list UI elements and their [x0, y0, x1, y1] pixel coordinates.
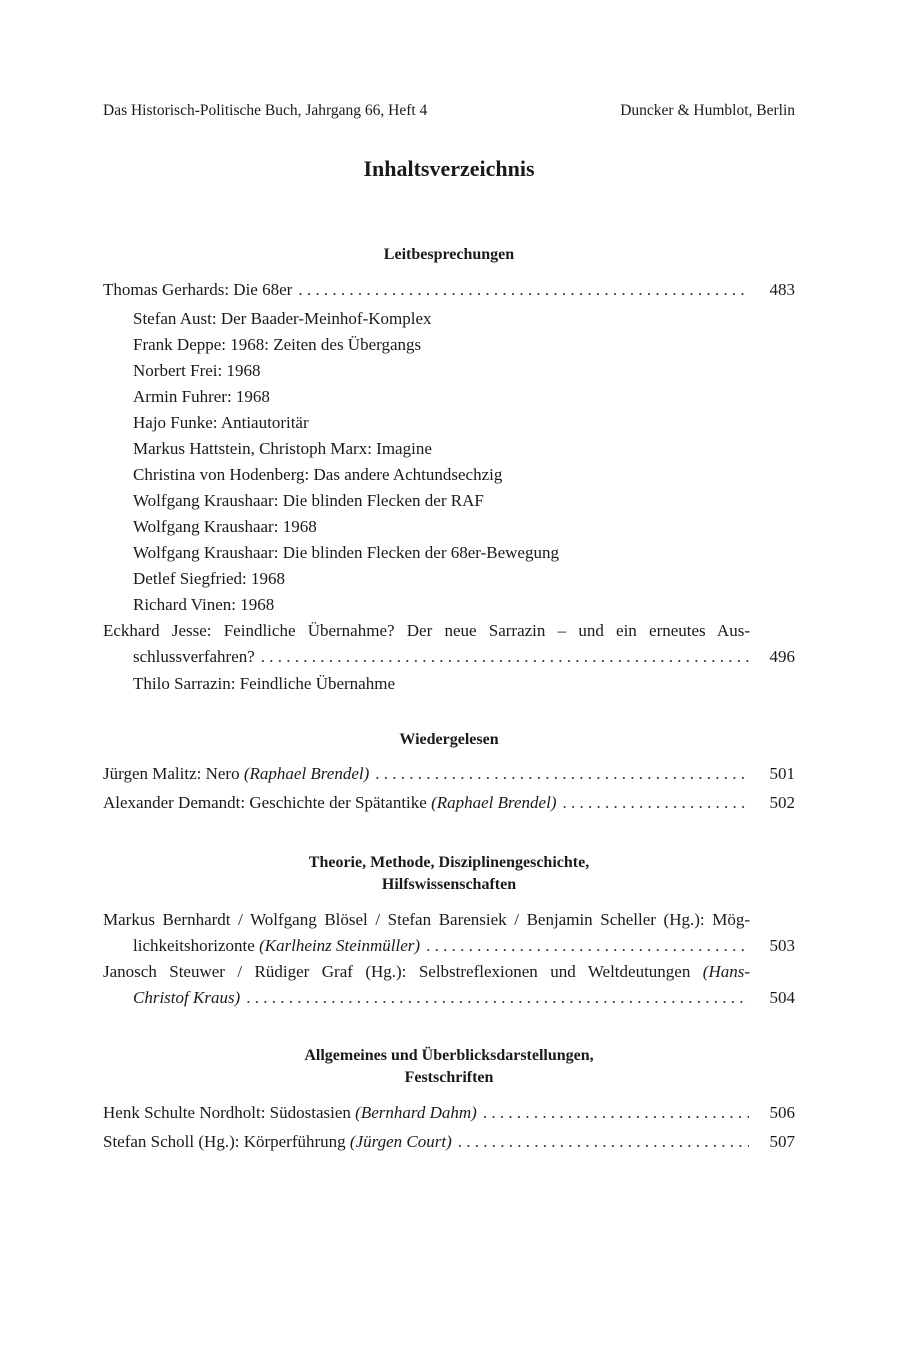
toc-entry	[103, 1129, 795, 1155]
toc-entry-line	[103, 761, 795, 787]
toc-entry	[103, 959, 795, 1011]
toc-entry	[103, 790, 795, 816]
section-heading-line: Allgemeines und Überblicksdarstellungen,	[304, 1047, 594, 1064]
toc-entry-line	[103, 959, 750, 985]
section-heading-leitbesprechungen: Leitbesprechungen	[383, 246, 515, 263]
page-number: 504	[769, 988, 795, 1007]
page-number: 506	[769, 1103, 795, 1122]
page-title: Inhaltsverzeichnis	[363, 156, 535, 181]
reviewed-book: Christina von Hodenberg: Das andere Achtundsechzig	[133, 465, 503, 484]
toc-entry-line	[103, 907, 750, 933]
reviewer-name: (Raphael Brendel)	[431, 793, 557, 812]
leader-dots	[426, 933, 749, 959]
leader-dots	[261, 644, 749, 670]
reviewer-name: (Karlheinz Steinmüller)	[259, 936, 421, 955]
reviewed-book: Markus Hattstein, Christoph Marx: Imagine	[133, 439, 432, 458]
entry-title-continued: lichkeitshorizonte	[133, 936, 255, 955]
toc-entry	[103, 761, 795, 787]
reviewed-book: Norbert Frei: 1968	[133, 361, 261, 380]
entry-title: Alexander Demandt: Geschichte der Spätantike	[103, 793, 427, 812]
page-number: 502	[769, 793, 795, 812]
reviewed-book: Wolfgang Kraushaar: Die blinden Flecken der 68er-Bewegung	[133, 543, 559, 562]
section-heading-allgemeines	[103, 1045, 795, 1089]
entry-title: Janosch Steuwer / Rüdiger Graf (Hg.): Selbstreflexionen und Weltdeutungen	[103, 962, 691, 981]
leader-dots	[483, 1100, 749, 1126]
leader-dots	[298, 277, 749, 303]
toc-entry-line	[103, 1129, 795, 1155]
reviewed-book: Stefan Aust: Der Baader-Meinhof-Komplex	[133, 309, 432, 328]
reviewer-name: (Jürgen Court)	[349, 1132, 452, 1151]
entry-title: Jürgen Malitz: Nero	[103, 764, 240, 783]
entry-title-continued: schlussverfahren?	[133, 647, 255, 666]
section-heading-theorie	[103, 852, 795, 896]
entry-title: Eckhard Jesse: Feindliche Übernahme? Der neue Sarrazin – und ein erneutes Aus-	[103, 621, 750, 640]
toc-entry-line	[103, 790, 795, 816]
section-heading-line: Festschriften	[404, 1069, 494, 1086]
reviewer-name: (Bernhard Dahm)	[355, 1103, 477, 1122]
toc-entry-line	[103, 618, 750, 644]
journal-title: Das Historisch-Politische Buch, Jahrgang 66, Heft 4	[103, 102, 428, 119]
toc-entry-line	[103, 277, 795, 303]
reviewer-name: (Raphael Brendel)	[243, 764, 370, 783]
toc-entry	[103, 907, 795, 959]
section-heading-line: Hilfswissenschaften	[381, 876, 517, 893]
reviewed-book: Hajo Funke: Antiautoritär	[133, 413, 309, 432]
reviewed-book: Richard Vinen: 1968	[133, 595, 275, 614]
reviewer-name: (Hans-	[702, 962, 751, 981]
running-head	[103, 101, 795, 121]
page-number: 507	[769, 1132, 795, 1151]
leader-dots	[246, 985, 749, 1011]
reviewed-book: Wolfgang Kraushaar: Die blinden Flecken der RAF	[133, 491, 484, 510]
reviewed-book: Frank Deppe: 1968: Zeiten des Übergangs	[133, 335, 422, 354]
leader-dots	[375, 761, 749, 787]
reviewed-book: Armin Fuhrer: 1968	[133, 387, 270, 406]
toc-entry-line	[103, 1100, 795, 1126]
entry-title: Stefan Scholl (Hg.): Körperführung	[103, 1132, 346, 1151]
leader-dots	[563, 790, 750, 816]
reviewed-book: Wolfgang Kraushaar: 1968	[133, 517, 317, 536]
toc-entry-line	[103, 933, 795, 959]
reviewed-book: Detlef Siegfried: 1968	[133, 569, 286, 588]
publisher: Duncker & Humblot, Berlin	[620, 102, 795, 119]
leader-dots	[458, 1129, 749, 1155]
page-number: 501	[769, 764, 795, 783]
page-number: 503	[769, 936, 795, 955]
toc-entry-line	[103, 985, 795, 1011]
entry-title: Thomas Gerhards: Die 68er	[103, 280, 293, 299]
reviewer-name-continued: Christof Kraus)	[133, 988, 241, 1007]
toc-entry-line	[103, 644, 795, 670]
page-number: 496	[769, 647, 795, 666]
toc-entry	[103, 618, 795, 670]
section-heading-wiedergelesen: Wiedergelesen	[399, 731, 499, 748]
section-heading-line: Theorie, Methode, Disziplinengeschichte,	[308, 854, 590, 871]
page-number: 483	[769, 280, 795, 299]
toc-entry	[103, 277, 795, 303]
entry-title: Henk Schulte Nordholt: Südostasien	[103, 1103, 351, 1122]
reviewed-book: Thilo Sarrazin: Feindliche Übernahme	[133, 674, 395, 693]
entry-title: Markus Bernhardt / Wolfgang Blösel / Stefan Barensiek / Benjamin Scheller (Hg.): Mög-	[103, 910, 750, 929]
toc-entry	[103, 1100, 795, 1126]
